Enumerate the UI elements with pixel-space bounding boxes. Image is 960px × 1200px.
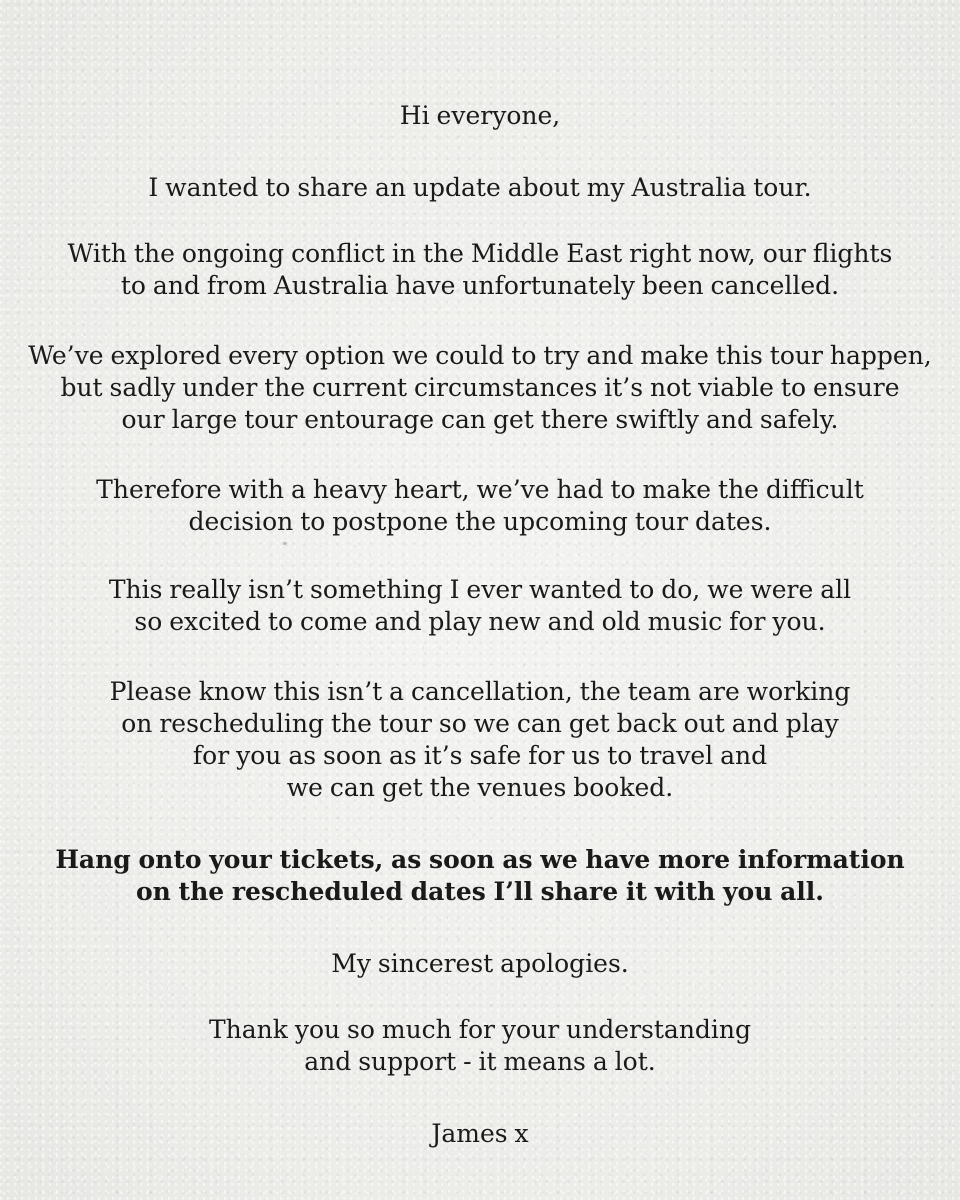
regret-paragraph	[0, 574, 960, 638]
paragraph-line: Hang onto your tickets, as soon as we have more information	[55, 845, 905, 874]
letter-greeting	[0, 100, 960, 132]
paragraph-line: for you as soon as it’s safe for us to travel and	[192, 741, 768, 770]
flights-paragraph	[0, 238, 960, 302]
paragraph-line: we can get the venues booked.	[286, 773, 674, 802]
paragraph-line: Thank you so much for your understanding	[208, 1015, 752, 1044]
paragraph-line: to and from Australia have unfortunately been cancelled.	[120, 271, 840, 300]
paragraph-line: decision to postpone the upcoming tour dates.	[188, 507, 772, 536]
tickets-paragraph	[0, 844, 960, 908]
apology-line: My sincerest apologies.	[331, 949, 629, 978]
intro-line: I wanted to share an update about my Australia tour.	[148, 173, 812, 202]
letter-intro	[0, 172, 960, 204]
paragraph-line: This really isn’t something I ever wanted to do, we were all	[108, 575, 852, 604]
paragraph-line: With the ongoing conflict in the Middle East right now, our flights	[67, 239, 893, 268]
options-paragraph	[0, 340, 960, 436]
paper-speck	[283, 542, 287, 545]
paragraph-line: so excited to come and play new and old music for you.	[134, 607, 826, 636]
reschedule-paragraph	[0, 676, 960, 804]
paragraph-line: on the rescheduled dates I’ll share it with you all.	[136, 877, 824, 906]
paragraph-line: on rescheduling the tour so we can get back out and play	[121, 709, 839, 738]
signature	[0, 1118, 960, 1150]
paragraph-line: Please know this isn’t a cancellation, the team are working	[109, 677, 851, 706]
greeting-line: Hi everyone,	[399, 101, 561, 130]
paragraph-line: We’ve explored every option we could to try and make this tour happen,	[28, 341, 932, 370]
paragraph-line: and support - it means a lot.	[304, 1047, 656, 1076]
paragraph-line: but sadly under the current circumstances it’s not viable to ensure	[60, 373, 900, 402]
signature-line: James x	[431, 1119, 529, 1148]
paragraph-line: our large tour entourage can get there swiftly and safely.	[121, 405, 839, 434]
paragraph-line: Therefore with a heavy heart, we’ve had to make the difficult	[96, 475, 864, 504]
postpone-paragraph	[0, 474, 960, 538]
apology-paragraph	[0, 948, 960, 980]
thanks-paragraph	[0, 1014, 960, 1078]
